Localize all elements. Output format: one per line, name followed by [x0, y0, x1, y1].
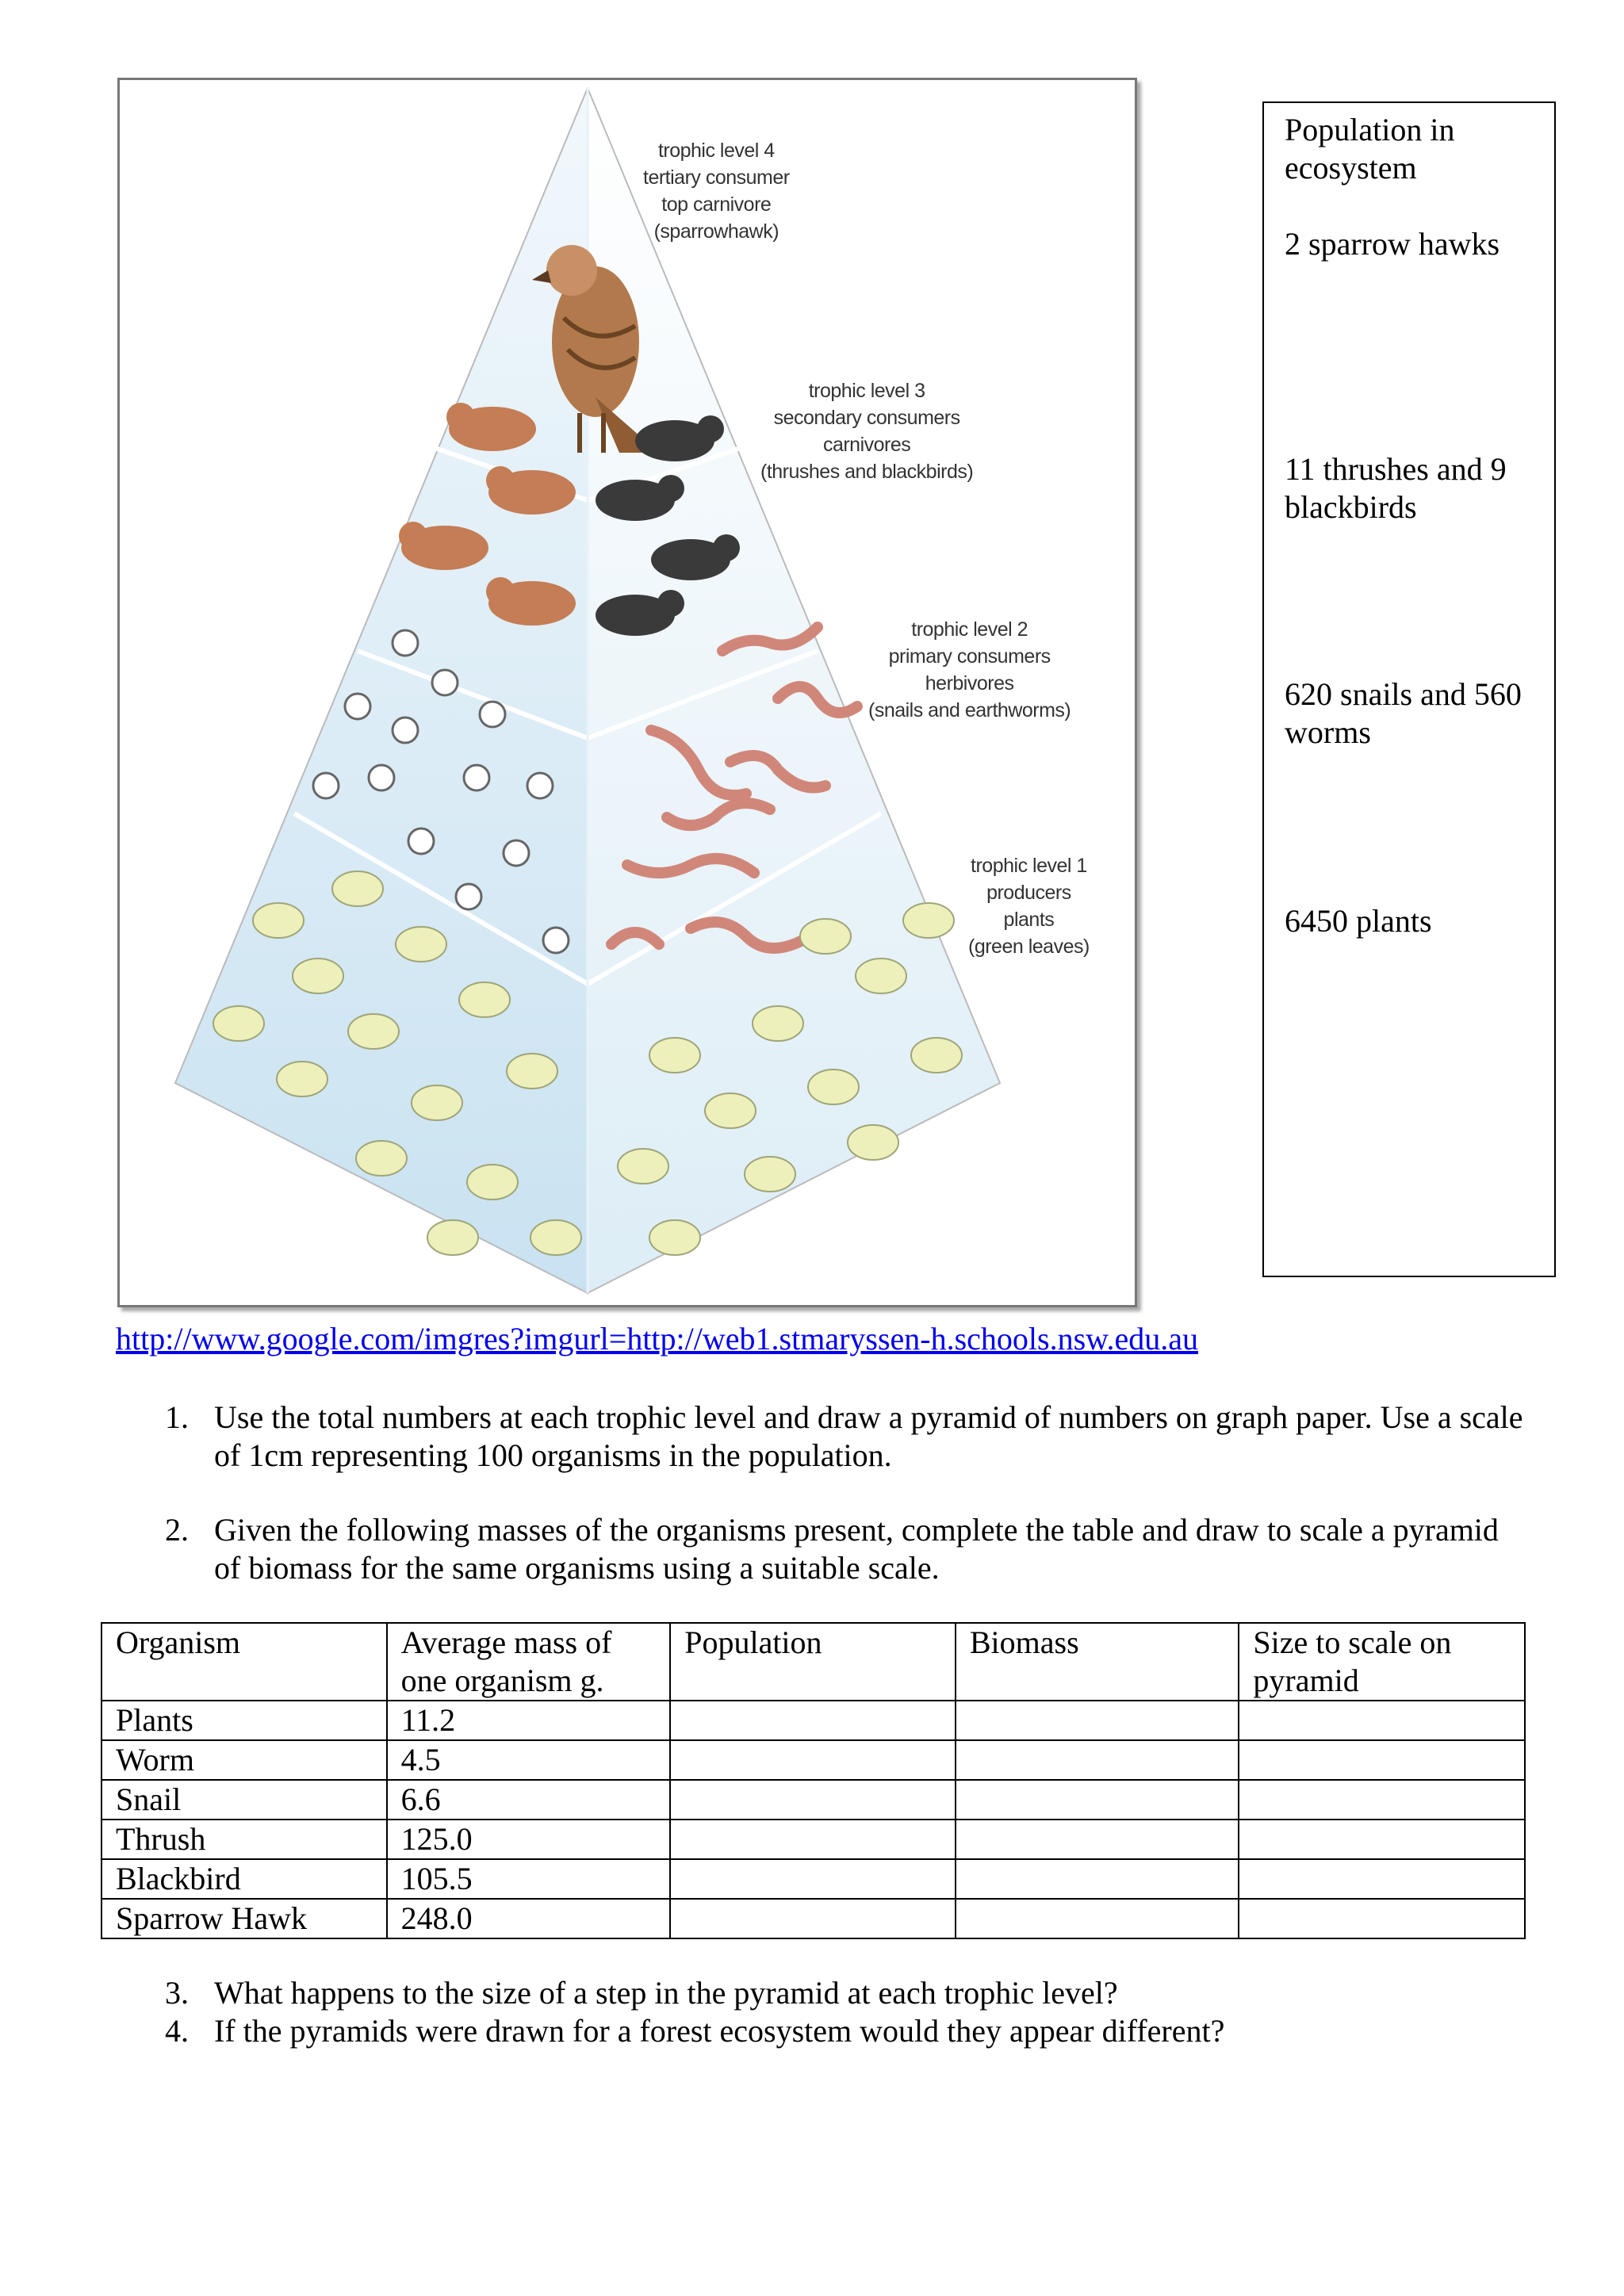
header-average-mass: Average mass of one organism g. [387, 1623, 671, 1701]
header-biomass: Biomass [956, 1623, 1239, 1701]
cell-biomass[interactable] [956, 1740, 1239, 1780]
trophic-level-3-label: trophic level 3 secondary consumers carnivores (thrushes and blackbirds) [760, 380, 974, 483]
cell-organism: Worm [102, 1740, 387, 1780]
question-4-text: If the pyramids were drawn for a forest ecosystem would they appear different? [214, 2013, 1225, 2049]
cell-mass: 248.0 [387, 1899, 671, 1938]
cell-organism: Blackbird [102, 1859, 387, 1899]
population-plants: 6450 plants [1285, 903, 1432, 939]
cell-biomass[interactable] [956, 1780, 1239, 1820]
population-snails-worms: 620 snails and 560 worms [1285, 676, 1522, 750]
cell-biomass[interactable] [956, 1899, 1239, 1938]
table-row [102, 1780, 1525, 1820]
table-row [102, 1740, 1525, 1780]
question-3-text: What happens to the size of a step in the pyramid at each trophic level? [214, 1975, 1118, 2011]
cell-population[interactable] [670, 1780, 956, 1820]
table-row [102, 1820, 1525, 1859]
cell-size[interactable] [1239, 1780, 1525, 1820]
cell-organism: Thrush [102, 1820, 387, 1859]
table-row [102, 1899, 1525, 1938]
cell-size[interactable] [1239, 1899, 1525, 1938]
cell-size[interactable] [1239, 1820, 1525, 1859]
cell-size[interactable] [1239, 1740, 1525, 1780]
population-hawks: 2 sparrow hawks [1285, 226, 1500, 262]
cell-population[interactable] [670, 1701, 956, 1740]
question-1-number: 1. [165, 1399, 189, 1435]
question-1-text: Use the total numbers at each trophic level and draw a pyramid of numbers on graph paper. Use a scale of 1cm representing 100 organisms in the population. [214, 1399, 1523, 1473]
question-3-number: 3. [165, 1975, 189, 2011]
trophic-level-1-label: trophic level 1 producers plants (green leaves) [968, 855, 1090, 958]
cell-population[interactable] [670, 1740, 956, 1780]
table-row [102, 1859, 1525, 1899]
cell-biomass[interactable] [956, 1701, 1239, 1740]
cell-organism: Snail [102, 1780, 387, 1820]
cell-mass: 105.5 [387, 1859, 671, 1899]
trophic-level-2-label: trophic level 2 primary consumers herbivores (snails and earthworms) [868, 618, 1071, 721]
cell-size[interactable] [1239, 1701, 1525, 1740]
cell-population[interactable] [670, 1899, 956, 1938]
population-birds: 11 thrushes and 9 blackbirds [1285, 451, 1507, 525]
population-box [1262, 101, 1556, 1277]
question-4-number: 4. [165, 2013, 189, 2049]
cell-mass: 4.5 [387, 1740, 671, 1780]
source-link[interactable]: http://www.google.com/imgres?imgurl=http://web1.stmaryssen-h.schools.nsw.edu.au [116, 1321, 1198, 1357]
cell-organism: Sparrow Hawk [102, 1899, 387, 1938]
population-heading: Population in ecosystem [1285, 112, 1455, 186]
cell-mass: 125.0 [387, 1820, 671, 1859]
cell-biomass[interactable] [956, 1859, 1239, 1899]
cell-mass: 6.6 [387, 1780, 671, 1820]
header-organism: Organism [102, 1623, 387, 1701]
cell-mass: 11.2 [387, 1701, 671, 1740]
cell-population[interactable] [670, 1820, 956, 1859]
cell-biomass[interactable] [956, 1820, 1239, 1859]
cell-size[interactable] [1239, 1859, 1525, 1899]
question-2-number: 2. [165, 1512, 189, 1548]
biomass-table [101, 1622, 1526, 1939]
table-header-row [102, 1623, 1525, 1701]
table-row [102, 1701, 1525, 1740]
cell-organism: Plants [102, 1701, 387, 1740]
header-size-to-scale: Size to scale on pyramid [1239, 1623, 1525, 1701]
trophic-pyramid-figure [117, 78, 1137, 1307]
question-2-text: Given the following masses of the organisms present, complete the table and draw to scale a pyramid of biomass for the same organisms using a suitable scale. [214, 1512, 1499, 1586]
cell-population[interactable] [670, 1859, 956, 1899]
header-population: Population [670, 1623, 956, 1701]
pyramid-left-face [175, 88, 588, 1293]
trophic-level-4-label: trophic level 4 tertiary consumer top carnivore (sparrowhawk) [643, 140, 790, 243]
